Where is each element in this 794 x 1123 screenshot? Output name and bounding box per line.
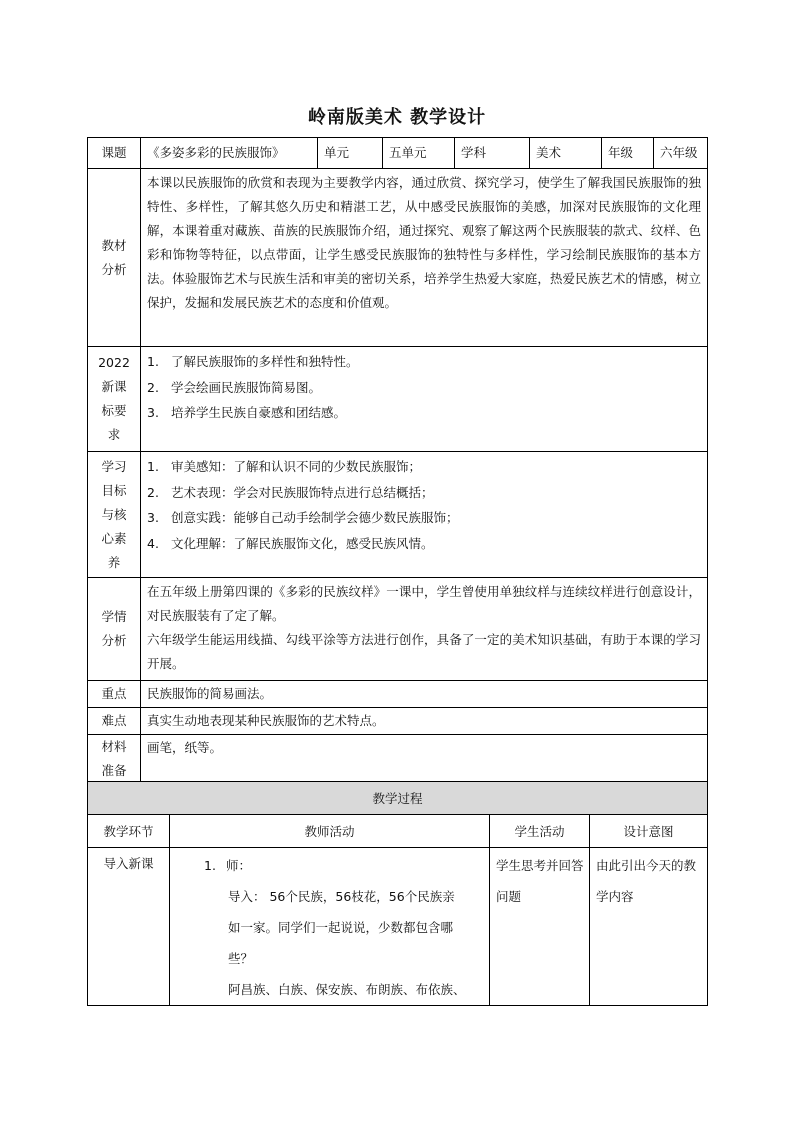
materials-label: 材料 准备 — [88, 735, 141, 784]
process-header-row — [88, 815, 708, 848]
standards-label: 2022 新课 标要 求 — [88, 347, 141, 452]
topic-label: 课题 — [88, 138, 141, 169]
subject-value: 美术 — [530, 138, 602, 169]
list-item: 3. 创意实践：能够自己动手绘制学会德少数民族服饰； — [147, 510, 459, 525]
col-teacher-header: 教师活动 — [170, 815, 490, 848]
difficulty-text: 真实生动地表现某种民族服饰的艺术特点。 — [141, 708, 708, 735]
teaching-process-table — [87, 781, 708, 1006]
standards-row — [88, 347, 708, 452]
materials-row — [88, 735, 708, 784]
grade-value: 六年级 — [654, 138, 708, 169]
key-point-label: 重点 — [88, 681, 141, 708]
learner-text: 在五年级上册第四课的《多彩的民族纹样》一课中，学生曾使用单独纹样与连续纹样进行创意设计，对民族服装有了定了解。 六年级学生能运用线描、勾线平涂等方法进行创作，具备了一定的美术知识基础，有助于本课的学习开展。 — [141, 578, 708, 681]
analysis-text: 本课以民族服饰的欣赏和表现为主要教学内容，通过欣赏、探究学习，使学生了解我国民族服饰的独特性、多样性，了解其悠久历史和精湛工艺，从中感受民族服饰的美感，加深对民族服饰的文化理解，本课着重对藏族、苗族的民族服饰介绍，通过探究、观察了解这两个民族服装的款式、纹样、色彩和饰物等特征，以点带面，让学生感受民族服饰的独特性与多样性，学习绘制民族服饰的基本方法。体验服饰艺术与民族生活和审美的密切关系，培养学生热爱大家庭，热爱民族艺术的情感，树立保护，发掘和发展民族艺术的态度和价值观。 — [141, 169, 708, 347]
grade-label: 年级 — [602, 138, 654, 169]
learner-label: 学情 分析 — [88, 578, 141, 681]
student-cell: 学生思考并回答问题 — [490, 848, 590, 1006]
objectives-row — [88, 452, 708, 578]
objectives-list — [141, 452, 708, 578]
page-title: 岭南版美术 教学设计 — [307, 107, 487, 128]
col-step-header: 教学环节 — [88, 815, 170, 848]
list-item: 1. 了解民族服饰的多样性和独特性。 — [147, 354, 359, 369]
unit-value: 五单元 — [383, 138, 455, 169]
standards-list — [141, 347, 708, 452]
step-cell: 导入新课 — [88, 848, 170, 1006]
list-item: 4. 文化理解：了解民族服饰文化，感受民族风情。 — [147, 535, 434, 551]
process-section-row — [88, 782, 708, 815]
topic-value: 《多姿多彩的民族服饰》 — [141, 138, 318, 169]
header-row — [88, 138, 708, 169]
analysis-label: 教材 分析 — [88, 169, 141, 347]
list-item: 2. 艺术表现：学会对民族服饰特点进行总结概括； — [147, 484, 434, 500]
key-point-text: 民族服饰的简易画法。 — [141, 681, 708, 708]
list-item: 1. 审美感知：了解和认识不同的少数民族服饰； — [147, 459, 422, 474]
col-student-header: 学生活动 — [490, 815, 590, 848]
list-item: 2. 学会绘画民族服饰简易图。 — [147, 379, 322, 395]
list-item: 3. 培养学生民族自豪感和团结感。 — [147, 405, 347, 420]
col-intent-header: 设计意图 — [590, 815, 708, 848]
analysis-row — [88, 169, 708, 347]
unit-label: 单元 — [318, 138, 383, 169]
table-row — [88, 848, 708, 1006]
learner-row — [88, 578, 708, 681]
intent-cell: 由此引出今天的教学内容 — [590, 848, 708, 1006]
subject-label: 学科 — [455, 138, 530, 169]
teacher-cell: 1. 师： 导入： 56个民族，56枝花，56个民族亲 如一家。同学们一起说说，少数都包含哪 些？ 阿昌族、白族、保安族、布朗族、布依族、 — [170, 848, 490, 1006]
key-point-row — [88, 681, 708, 708]
process-section-title: 教学过程 — [88, 782, 708, 815]
objectives-label: 学习 目标 与核 心素 养 — [88, 452, 141, 578]
difficulty-label: 难点 — [88, 708, 141, 735]
lesson-info-table — [87, 137, 708, 784]
difficulty-row — [88, 708, 708, 735]
materials-text: 画笔，纸等。 — [141, 735, 708, 784]
